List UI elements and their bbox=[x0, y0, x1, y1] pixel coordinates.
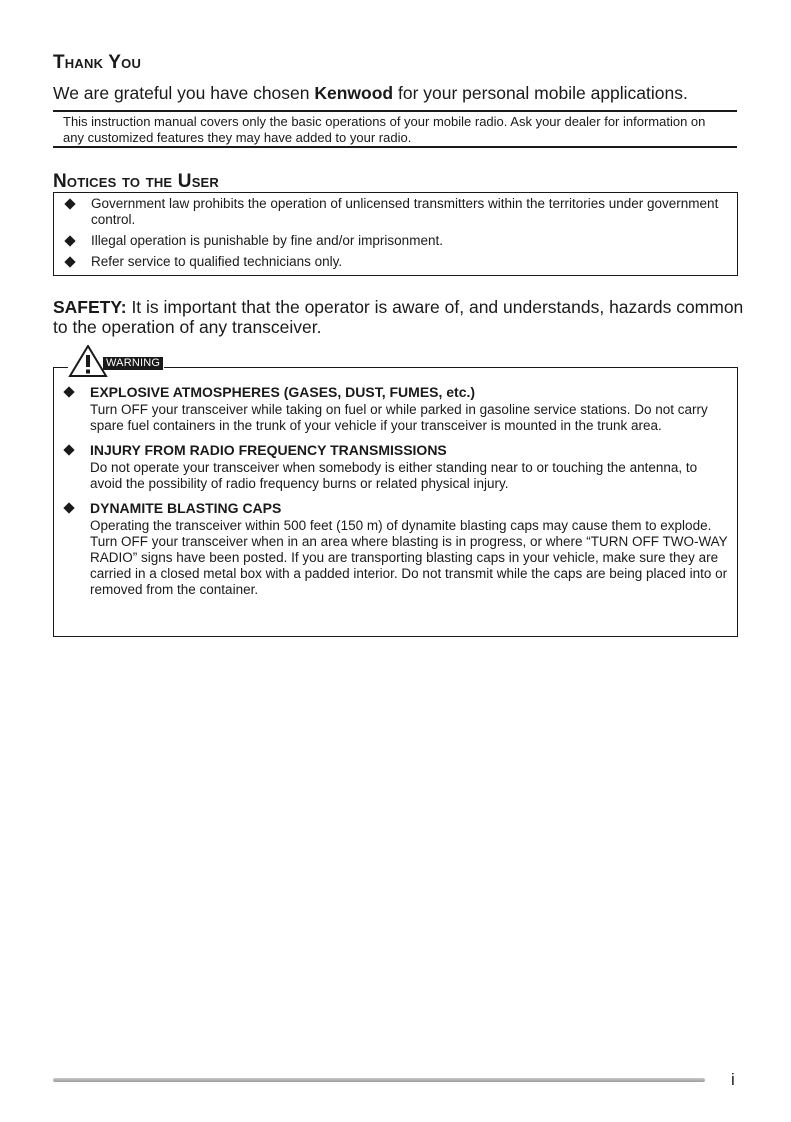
warning-label: WARNING bbox=[103, 357, 163, 370]
notice-text: Illegal operation is punishable by fine and/or imprisonment. bbox=[91, 233, 443, 248]
page-number: i bbox=[731, 1070, 735, 1089]
warning-triangle-icon bbox=[68, 345, 108, 377]
footer-rule bbox=[53, 1078, 705, 1082]
warning-item bbox=[63, 499, 728, 598]
warning-item bbox=[63, 383, 728, 434]
notice-item bbox=[64, 196, 729, 228]
notice-item bbox=[64, 233, 729, 249]
bullet-diamond-icon bbox=[63, 502, 74, 513]
notices-heading: Notices to the User bbox=[53, 171, 220, 192]
warning-item-body: Do not operate your transceiver when somebody is either standing near to or touching the antenna, to avoid the possibility of radio frequency burns or related physical injury. bbox=[90, 460, 698, 491]
warning-item-title: EXPLOSIVE ATMOSPHERES (GASES, DUST, FUMES, etc.) bbox=[90, 384, 476, 400]
manual-scope-note: This instruction manual covers only the basic operations of your mobile radio. Ask your dealer for information on any customized features they may have added to your radio. bbox=[53, 110, 737, 148]
bullet-diamond-icon bbox=[64, 198, 75, 209]
warning-item-title: DYNAMITE BLASTING CAPS bbox=[90, 500, 282, 516]
warning-content bbox=[63, 383, 728, 605]
thank-you-heading: Thank You bbox=[53, 52, 142, 73]
bullet-diamond-icon bbox=[63, 444, 74, 455]
warning-item-body: Operating the transceiver within 500 feet (150 m) of dynamite blasting caps may cause them to explode. Turn OFF your transceiver when in an area where blasting is in progress, or where “TURN OFF TWO-WAY RADIO” signs have been posted. If you are transporting blasting caps in your vehicle, make sure they are carried in a closed metal box with a padded interior. Do not transmit while the caps are being placed into or removed from the container. bbox=[90, 518, 728, 597]
bullet-diamond-icon bbox=[64, 256, 75, 267]
safety-label: SAFETY: bbox=[53, 297, 127, 317]
safety-statement bbox=[53, 297, 753, 337]
notice-text: Refer service to qualified technicians only. bbox=[91, 254, 343, 269]
intro-text-after: for your personal mobile applications. bbox=[393, 83, 688, 103]
safety-text: It is important that the operator is aware of, and understands, hazards common to the operation of any transceiver. bbox=[53, 297, 744, 337]
warning-item bbox=[63, 441, 728, 492]
brand-name: Kenwood bbox=[314, 83, 394, 103]
warning-item-title: INJURY FROM RADIO FREQUENCY TRANSMISSIONS bbox=[90, 442, 447, 458]
notices-box bbox=[53, 192, 738, 276]
thank-you-intro bbox=[53, 83, 688, 104]
bullet-diamond-icon bbox=[63, 386, 74, 397]
bullet-diamond-icon bbox=[64, 235, 75, 246]
notice-text: Government law prohibits the operation of unlicensed transmitters within the territories under government control. bbox=[91, 196, 719, 227]
warning-item-body: Turn OFF your transceiver while taking on fuel or while parked in gasoline service stations. Do not carry spare fuel containers in the trunk of your vehicle if your transceiver is mounted in the trunk area. bbox=[90, 402, 708, 433]
intro-text-before: We are grateful you have chosen bbox=[53, 83, 315, 103]
notice-item bbox=[64, 254, 729, 270]
